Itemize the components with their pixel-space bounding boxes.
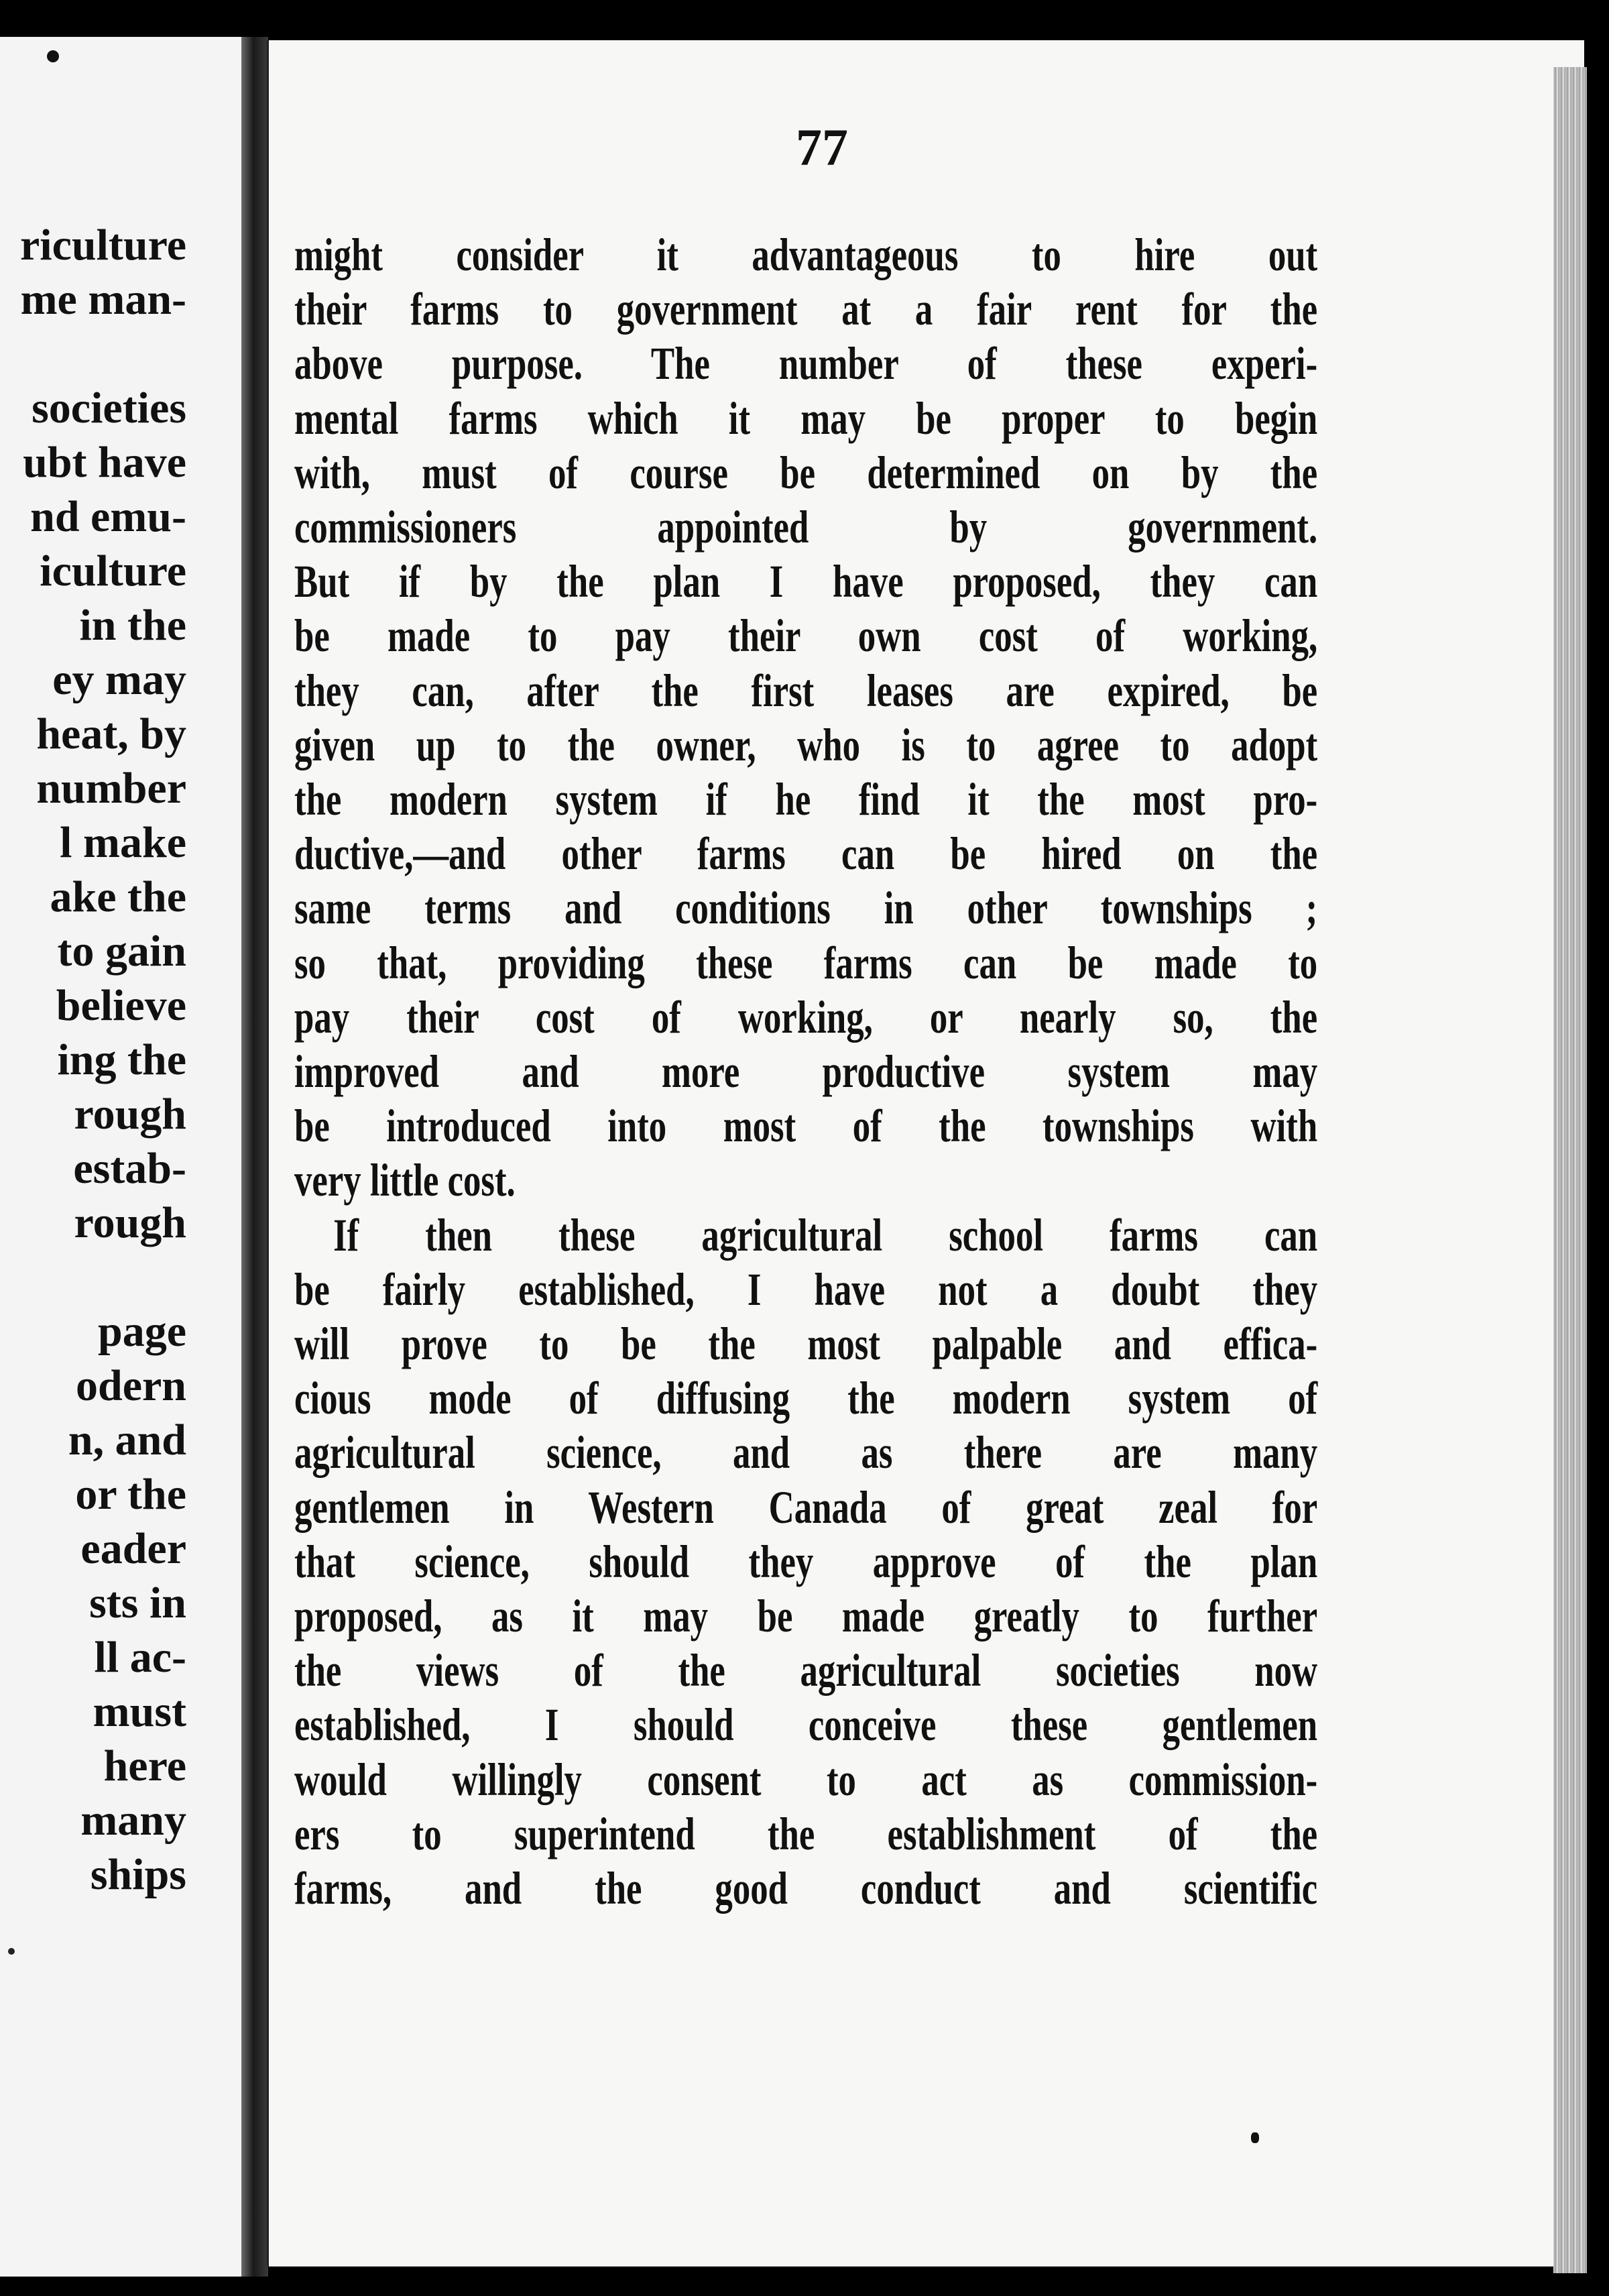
- text-line: same terms and conditions in other townships ;: [294, 882, 1318, 934]
- previous-page-line: must: [93, 1687, 186, 1736]
- text-line: they can, after the first leases are expired, be: [294, 665, 1318, 716]
- previous-page-line: ships: [90, 1850, 186, 1899]
- text-line: cious mode of diffusing the modern system of: [294, 1373, 1318, 1424]
- previous-page-line: in the: [79, 601, 186, 650]
- previous-page-line: nd emu-: [30, 492, 186, 541]
- ink-mark: [47, 50, 59, 62]
- previous-page-line: here: [103, 1741, 186, 1790]
- text-line: If then these agricultural school farms can: [333, 1209, 1318, 1261]
- previous-page-line: rough: [74, 1090, 186, 1139]
- previous-page-line: rough: [74, 1198, 186, 1247]
- text-line: the views of the agricultural societies now: [294, 1645, 1318, 1697]
- text-line: commissioners appointed by government.: [294, 502, 1318, 553]
- previous-page-line: sts in: [89, 1578, 186, 1627]
- text-line: gentlemen in Western Canada of great zeal for: [294, 1481, 1318, 1533]
- text-line: the modern system if he find it the most pro-: [294, 774, 1318, 825]
- text-line: given up to the owner, who is to agree to adopt: [294, 719, 1318, 770]
- previous-page-line: estab-: [73, 1144, 186, 1193]
- previous-page-line: ing the: [57, 1035, 186, 1084]
- previous-page-line: many: [80, 1796, 186, 1845]
- previous-page-line: ake the: [50, 872, 186, 921]
- text-line: ers to superintend the establishment of the: [294, 1808, 1318, 1859]
- text-line: established, I should conceive these gentlemen: [294, 1699, 1318, 1751]
- text-line: agricultural science, and as there are many: [294, 1427, 1318, 1479]
- text-line: be introduced into most of the townships with: [294, 1100, 1318, 1152]
- text-line: be fairly established, I have not a doubt they: [294, 1263, 1318, 1315]
- previous-page-line: or the: [75, 1470, 186, 1519]
- previous-page-line: ll ac-: [94, 1633, 186, 1682]
- text-line: that science, should they approve of the plan: [294, 1536, 1318, 1587]
- previous-page-line: me man-: [20, 275, 186, 324]
- previous-page-line: heat, by: [36, 709, 186, 758]
- previous-page: [0, 37, 241, 2277]
- text-line: ductive,—and other farms can be hired on the: [294, 828, 1318, 880]
- previous-page-line: number: [36, 764, 186, 813]
- text-line: would willingly consent to act as commission-: [294, 1754, 1318, 1805]
- text-line: improved and more productive system may: [294, 1046, 1318, 1098]
- previous-page-line: [20, 327, 186, 381]
- text-line: might consider it advantageous to hire out: [294, 229, 1318, 280]
- previous-page-line: [20, 1250, 186, 1304]
- book-gutter: [241, 37, 268, 2277]
- text-line: proposed, as it may be made greatly to further: [294, 1591, 1318, 1642]
- page-edge: [1553, 67, 1587, 2273]
- text-line: farms, and the good conduct and scientific: [294, 1863, 1318, 1914]
- page-body-text: [294, 228, 1317, 1916]
- previous-page-line: riculture: [19, 221, 186, 270]
- text-line: But if by the plan I have proposed, they can: [294, 556, 1318, 608]
- text-line: mental farms which it may be proper to begin: [294, 392, 1318, 444]
- previous-page-line: to gain: [57, 927, 186, 976]
- page-number: 77: [796, 118, 848, 176]
- previous-page-line: ey may: [52, 655, 186, 704]
- ink-mark: [1251, 2132, 1259, 2143]
- previous-page-line: ubt have: [23, 438, 186, 487]
- text-line: be made to pay their own cost of working,: [294, 610, 1318, 662]
- text-line: pay their cost of working, or nearly so, the: [294, 991, 1318, 1043]
- text-line: above purpose. The number of these experi-: [294, 338, 1318, 390]
- text-line: very little cost.: [294, 1155, 516, 1206]
- text-line: their farms to government at a fair rent for the: [294, 284, 1318, 335]
- previous-page-line: odern: [76, 1361, 186, 1410]
- previous-page-line: l make: [60, 818, 186, 867]
- previous-page-line: societies: [32, 384, 186, 433]
- previous-page-line: eader: [80, 1524, 186, 1573]
- text-line: will prove to be the most palpable and effica-: [294, 1318, 1318, 1370]
- previous-page-line: page: [98, 1307, 186, 1356]
- previous-page-line: believe: [56, 981, 186, 1030]
- current-page: [267, 40, 1584, 2266]
- ink-mark: [8, 1948, 15, 1955]
- previous-page-line: n, and: [68, 1416, 186, 1465]
- text-line: with, must of course be determined on by the: [294, 447, 1318, 498]
- previous-page-line: iculture: [40, 547, 186, 595]
- previous-page-text: [20, 218, 186, 1902]
- text-line: so that, providing these farms can be made to: [294, 937, 1318, 988]
